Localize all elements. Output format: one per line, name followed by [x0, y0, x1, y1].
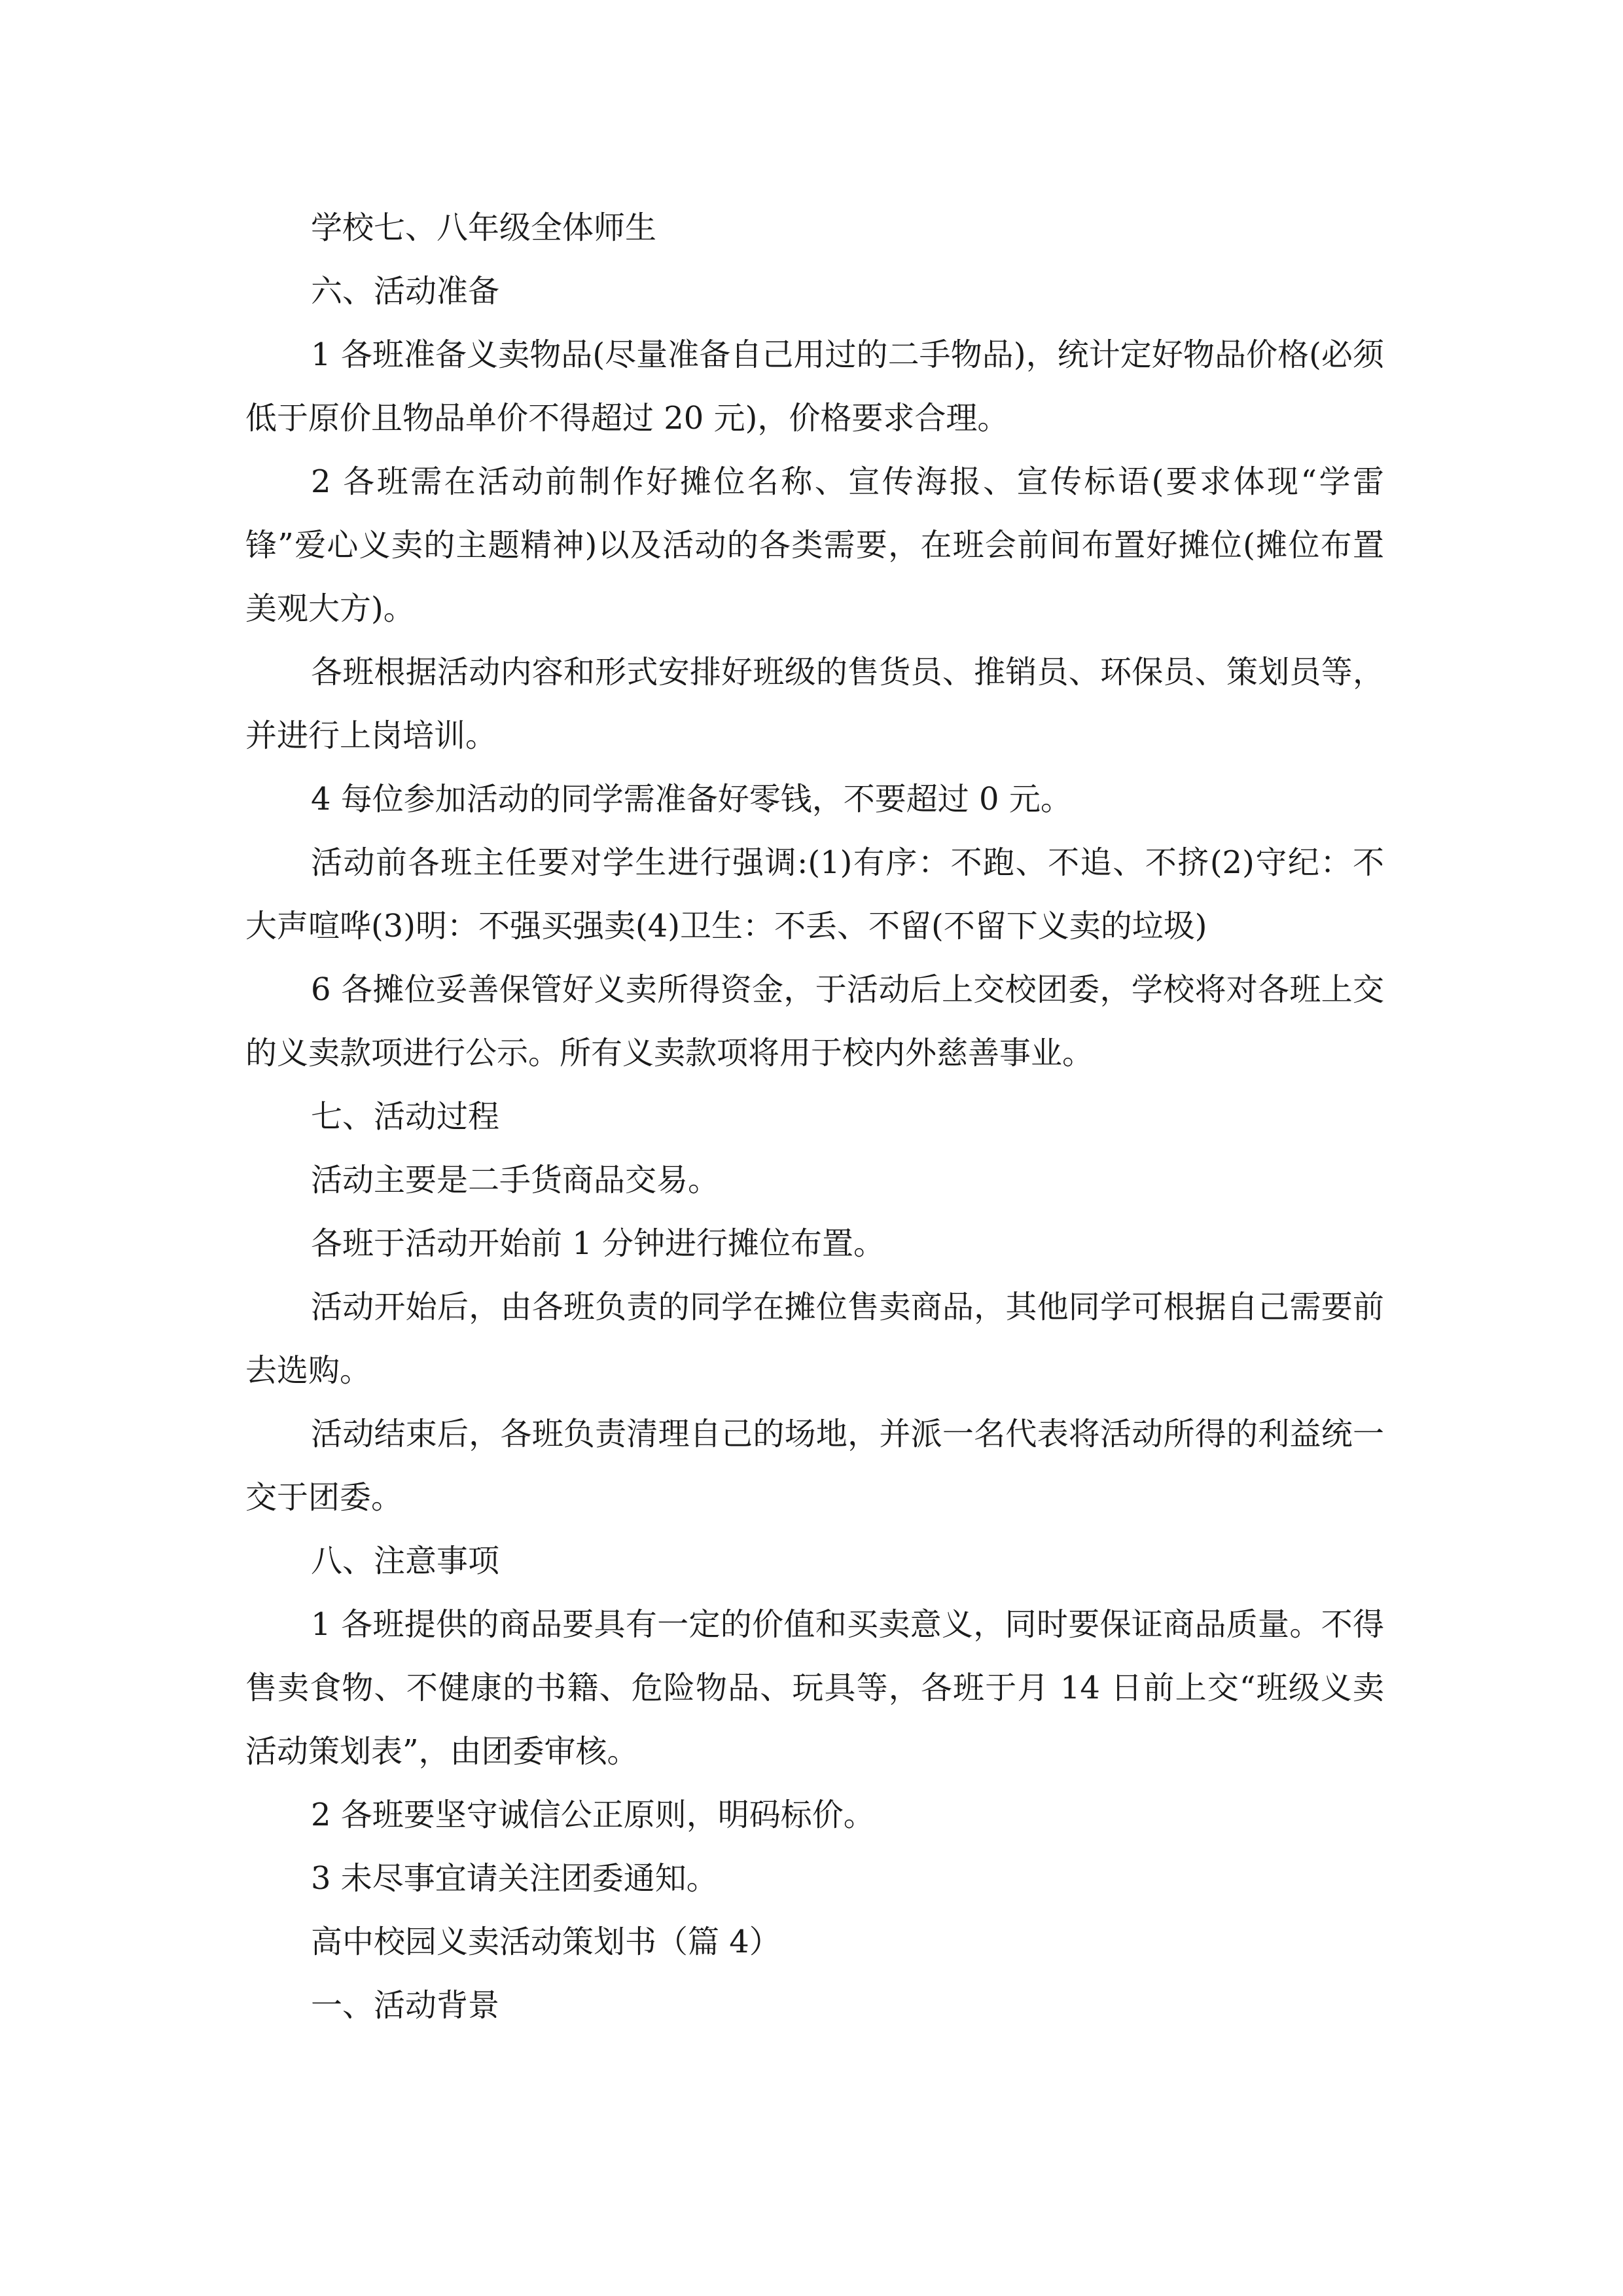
paragraph-prep-item-4: 4 每位参加活动的同学需准备好零钱，不要超过 0 元。 [311, 781, 1072, 817]
paragraph-prep-item-2: 2 各班需在活动前制作好摊位名称、宣传海报、宣传标语(要求体现“学雷锋”爱心义卖的主题精神)以及活动的各类需要，在班会前间布置好摊位(摊位布置美观大方)。 [245, 463, 1384, 627]
section-heading-background: 一、活动背景 [311, 1987, 500, 2024]
paragraph-prep-item-6: 6 各摊位妥善保管好义卖所得资金，于活动后上交校团委，学校将对各班上交的义卖款项进行公示。所有义卖款项将用于校内外慈善事业。 [245, 971, 1384, 1071]
paragraph-notes-3: 3 未尽事宜请关注团委通知。 [311, 1860, 718, 1897]
paragraph-process-1: 活动主要是二手货商品交易。 [311, 1162, 720, 1198]
paragraph-notes-2: 2 各班要坚守诚信公正原则，明码标价。 [311, 1797, 875, 1833]
participants-line: 学校七、八年级全体师生 [311, 209, 657, 246]
document-body [245, 196, 1384, 2037]
paragraph-prep-staffing: 各班根据活动内容和形式安排好班级的售货员、推销员、环保员、策划员等，并进行上岗培训。 [245, 654, 1384, 754]
paragraph-notes-1: 1 各班提供的商品要具有一定的价值和买卖意义，同时要保证商品质量。不得售卖食物、不健康的书籍、危险物品、玩具等，各班于月 14 日前上交“班级义卖活动策划表”，由团委审核。 [245, 1606, 1384, 1770]
section-heading-preparation: 六、活动准备 [311, 273, 500, 310]
paragraph-process-4: 活动结束后，各班负责清理自己的场地，并派一名代表将活动所得的利益统一交于团委。 [245, 1416, 1384, 1516]
section-heading-notes: 八、注意事项 [311, 1543, 500, 1579]
paragraph-process-2: 各班于活动开始前 1 分钟进行摊位布置。 [311, 1225, 885, 1262]
section-heading-process: 七、活动过程 [311, 1098, 500, 1135]
paragraph-prep-item-1: 1 各班准备义卖物品(尽量准备自己用过的二手物品)，统计定好物品价格(必须低于原价且物品单价不得超过 20 元)，价格要求合理。 [245, 336, 1384, 437]
document-title-part-4: 高中校园义卖活动策划书（篇 4） [311, 1924, 781, 1960]
paragraph-prep-rules: 活动前各班主任要对学生进行强调:(1)有序：不跑、不追、不挤(2)守纪：不大声喧哗(3)明：不强买强卖(4)卫生：不丢、不留(不留下义卖的垃圾) [245, 844, 1384, 944]
paragraph-process-3: 活动开始后，由各班负责的同学在摊位售卖商品，其他同学可根据自己需要前去选购。 [245, 1289, 1384, 1389]
